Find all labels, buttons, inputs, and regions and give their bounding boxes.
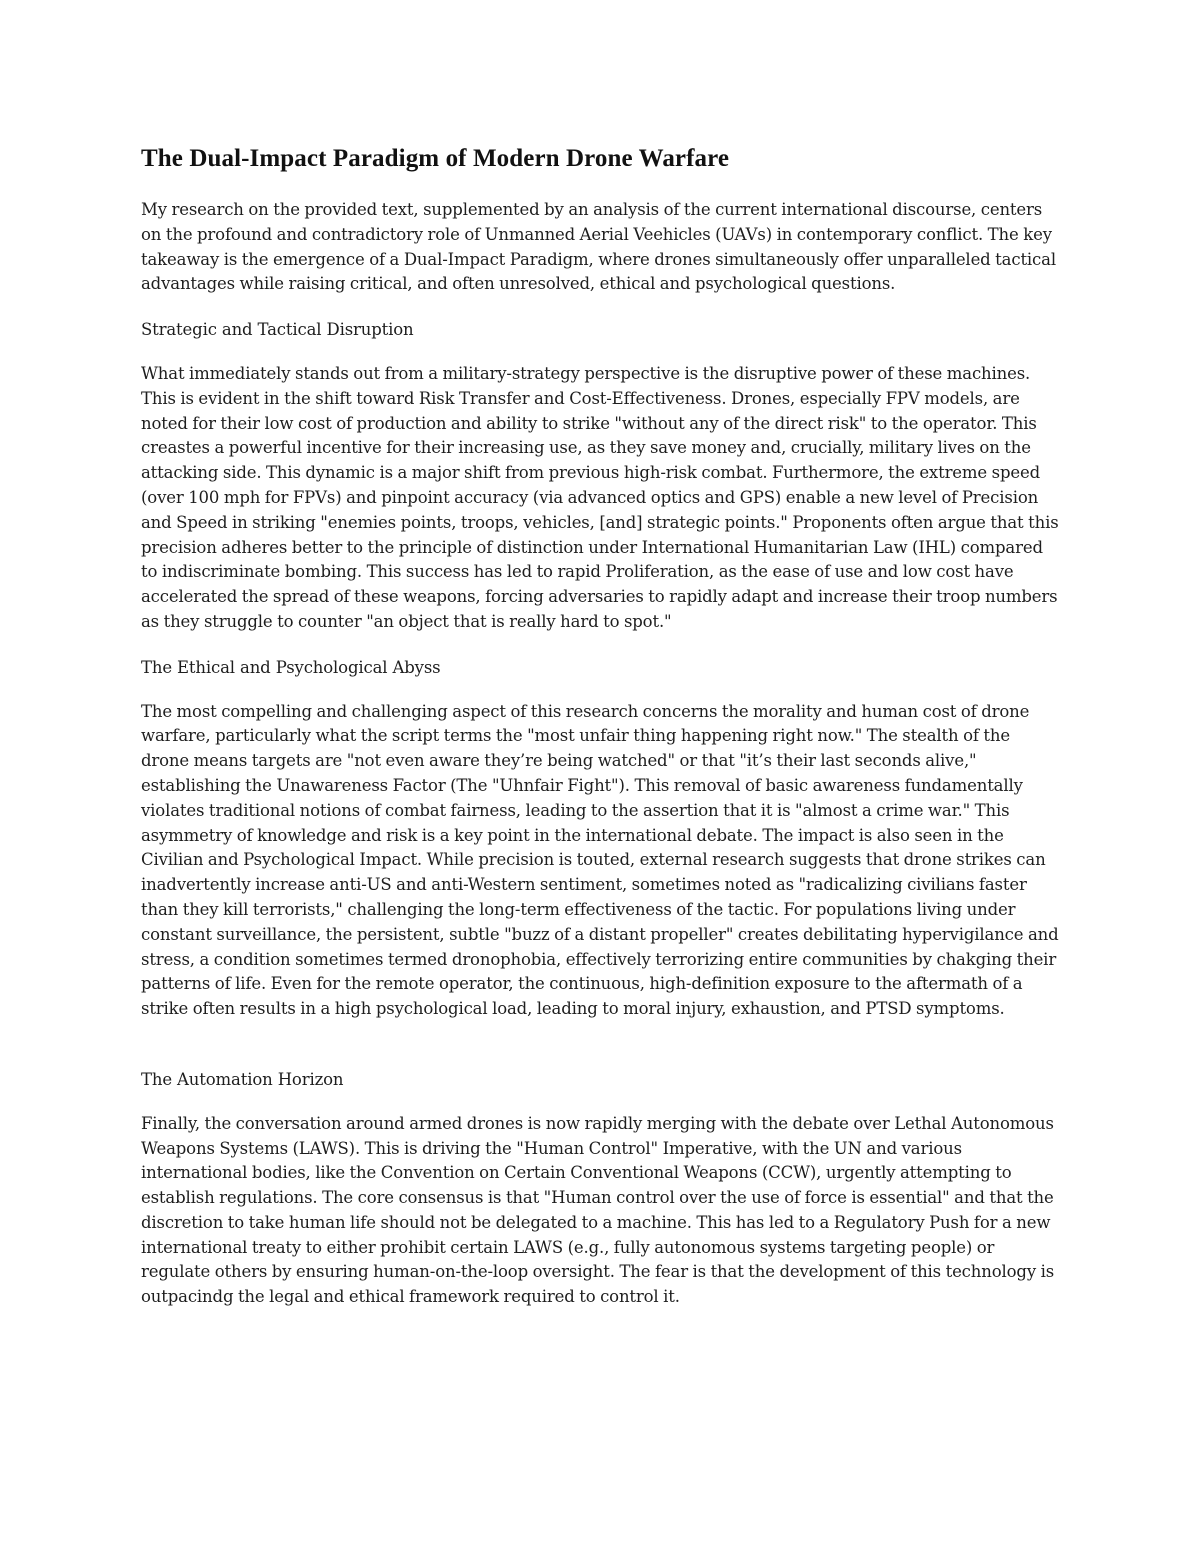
document-title: The Dual-Impact Paradigm of Modern Drone Warfare	[141, 145, 730, 172]
section-heading-automation: The Automation Horizon	[141, 1069, 344, 1089]
section-heading-strategic: Strategic and Tactical Disruption	[141, 320, 414, 340]
document-page	[141, 142, 1059, 1331]
section-body-automation: Finally, the conversation around armed drones is now rapidly merging with the debate over Lethal Autonomous Weapons Systems (LAWS). This is driving the "Human Control" Imperative, with the UN and various international bodies, like the Convention on Certain Conventional Weapons (CCW), urgently attempting to establish regulations. The core consensus is that "Human control over the use of force is essential" and that the discretion to take human life should not be delegated to a machine. This has led to a Regulatory Push for a new international treaty to either prohibit certain LAWS (e.g., fully autonomous systems targeting people) or regulate others by ensuring human-on-the-loop oversight. The fear is that the development of this technology is outpacindg the legal and ethical framework required to control it.	[141, 1113, 1055, 1307]
section-heading-ethical: The Ethical and Psychological Abyss	[141, 657, 441, 677]
section-body-strategic: What immediately stands out from a military-strategy perspective is the disruptive power of these machines. This is evident in the shift toward Risk Transfer and Cost-Effectiveness. Drones, especially FPV models, are noted for their low cost of production and ability to strike "without any of the direct risk" to the operator. This creastes a powerful incentive for their increasing use, as they save money and, crucially, military lives on the attacking side. This dynamic is a major shift from previous high-risk combat. Furthermore, the extreme speed (over 100 mph for FPVs) and pinpoint accuracy (via advanced optics and GPS) enable a new level of Precision and Speed in striking "enemies points, troops, vehicles, [and] strategic points." Proponents often argue that this precision adheres better to the principle of distinction under International Humanitarian Law (IHL) compared to indiscriminate bombing. This success has led to rapid Proliferation, as the ease of use and low cost have accelerated the spread of these weapons, forcing adversaries to rapidly adapt and increase their troop numbers as they struggle to counter "an object that is really hard to spot."	[141, 363, 1059, 631]
section-body-ethical: The most compelling and challenging aspect of this research concerns the morality and human cost of drone warfare, particularly what the script terms the "most unfair thing happening right now." The stealth of the drone means targets are "not even aware they’re being watched" or that "it’s their last seconds alive," establishing the Unawareness Factor (The "Uhnfair Fight"). This removal of basic awareness fundamentally violates traditional notions of combat fairness, leading to the assertion that it is "almost a crime war." This asymmetry of knowledge and risk is a key point in the international debate. The impact is also seen in the Civilian and Psychological Impact. While precision is touted, external research suggests that drone strikes can inadvertently increase anti-US and anti-Western sentiment, sometimes noted as "radicalizing civilians faster than they kill terrorists," challenging the long-term effectiveness of the tactic. For populations living under constant surveillance, the persistent, subtle "buzz of a distant propeller" creates debilitating hypervigilance and stress, a condition sometimes termed dronophobia, effectively terrorizing entire communities by chakging their patterns of life. Even for the remote operator, the continuous, high-definition exposure to the aftermath of a strike often results in a high psychological load, leading to moral injury, exhaustion, and PTSD symptoms.	[141, 701, 1059, 1019]
intro-paragraph: My research on the provided text, supplemented by an analysis of the current international discourse, centers on the profound and contradictory role of Unmanned Aerial Veehicles (UAVs) in contemporary conflict. The key takeaway is the emergence of a Dual-Impact Paradigm, where drones simultaneously offer unparalleled tactical advantages while raising critical, and often unresolved, ethical and psychological questions.	[141, 200, 1056, 294]
